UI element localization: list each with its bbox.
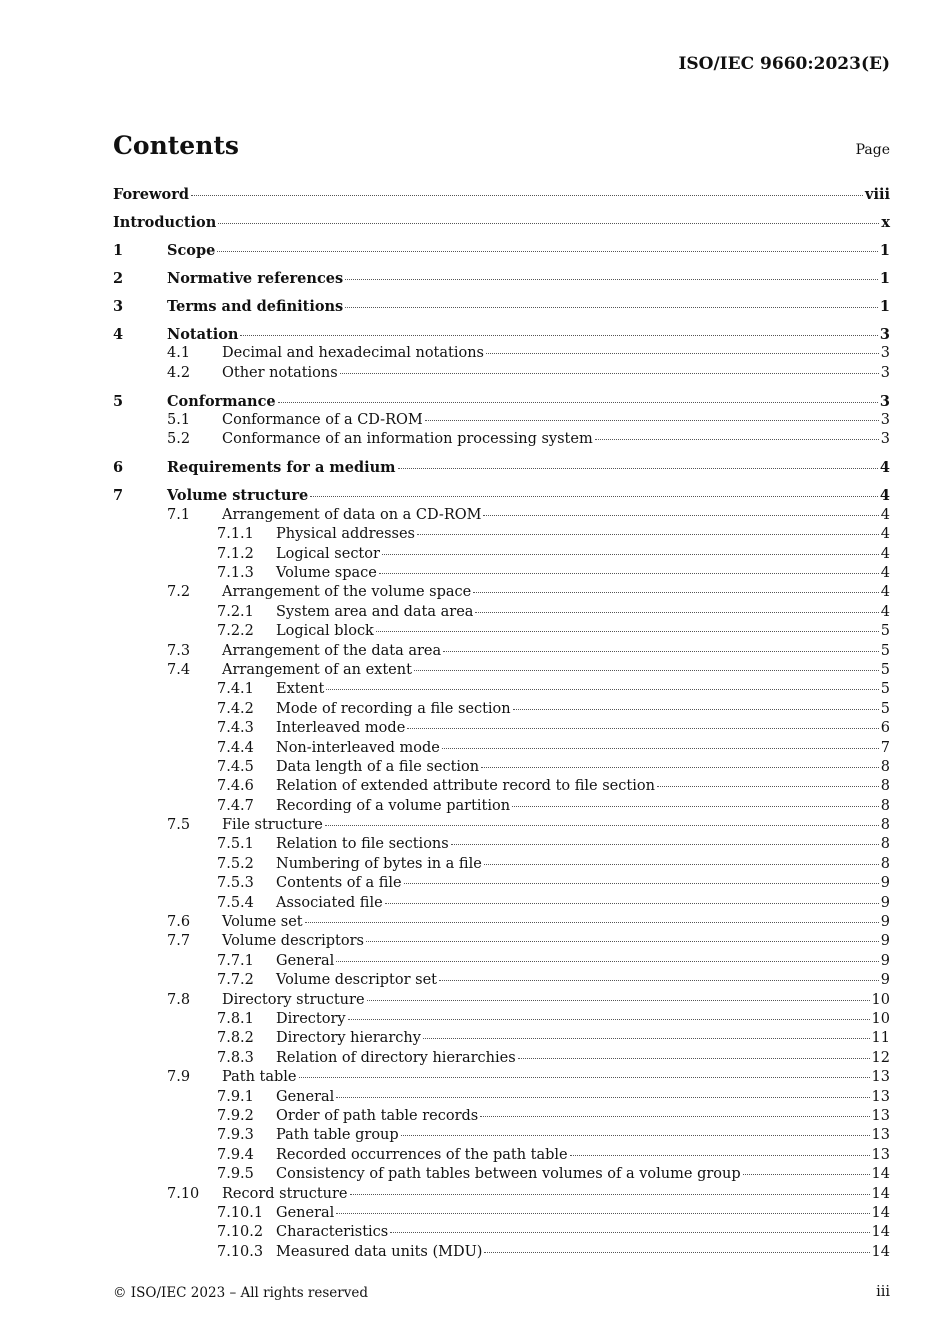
toc-entry[interactable] bbox=[113, 506, 890, 525]
toc-entry[interactable] bbox=[113, 325, 890, 344]
toc-entry-number: 7.4.4 bbox=[217, 739, 254, 756]
toc-entry-page: 9 bbox=[880, 952, 890, 969]
toc-entry-number: 7.5.2 bbox=[217, 855, 254, 872]
toc-entry-title: Conformance of a CD-ROM bbox=[222, 412, 423, 429]
toc-entry-title: Extent bbox=[276, 681, 325, 698]
toc-entry-title: Volume descriptors bbox=[222, 933, 364, 950]
toc-entry[interactable] bbox=[113, 297, 890, 316]
toc-dot-leader bbox=[310, 496, 878, 497]
toc-dot-leader bbox=[451, 844, 879, 845]
toc-entry-number: 7.1.2 bbox=[217, 545, 254, 562]
toc-dot-leader bbox=[475, 612, 878, 613]
toc-entry-title: Volume structure bbox=[167, 487, 309, 505]
toc-entry[interactable] bbox=[113, 1185, 890, 1204]
toc-entry-number: 7.9.3 bbox=[217, 1127, 254, 1144]
toc-entry-number: 7.5.1 bbox=[217, 836, 254, 853]
page-column-label: Page bbox=[855, 142, 890, 158]
toc-entry-page: 4 bbox=[879, 459, 890, 477]
toc-entry-number: 7.2 bbox=[167, 584, 191, 601]
toc-dot-leader bbox=[325, 825, 879, 826]
toc-entry-page: 5 bbox=[880, 642, 890, 659]
toc-entry-title: Notation bbox=[167, 325, 239, 343]
toc-entry-title: Measured data units (MDU) bbox=[276, 1243, 483, 1260]
toc-entry-number: 7 bbox=[113, 487, 124, 505]
toc-entry[interactable] bbox=[113, 411, 890, 430]
toc-entry-page: 13 bbox=[871, 1127, 890, 1144]
toc-entry[interactable] bbox=[113, 1243, 890, 1262]
toc-entry-number: 7.7 bbox=[167, 933, 191, 950]
toc-entry-page: 5 bbox=[880, 623, 890, 640]
toc-entry-page: 14 bbox=[871, 1243, 890, 1260]
toc-entry-title: Requirements for a medium bbox=[167, 459, 396, 477]
toc-dot-leader bbox=[398, 468, 878, 469]
toc-entry-page: 4 bbox=[880, 603, 890, 620]
toc-entry-page: 5 bbox=[880, 681, 890, 698]
toc-entry-page: 13 bbox=[871, 1107, 890, 1124]
toc-entry-page: 4 bbox=[880, 506, 890, 523]
table-of-contents bbox=[113, 185, 890, 1262]
toc-entry-page: x bbox=[881, 213, 890, 231]
toc-dot-leader bbox=[407, 728, 878, 729]
toc-entry-page: viii bbox=[865, 186, 890, 203]
toc-entry-page: 9 bbox=[880, 894, 890, 911]
toc-entry-title: Introduction bbox=[113, 213, 217, 231]
toc-entry-title: Recording of a volume partition bbox=[276, 797, 511, 814]
toc-dot-leader bbox=[336, 1097, 869, 1098]
toc-entry[interactable] bbox=[113, 913, 890, 932]
toc-entry-page: 3 bbox=[879, 325, 890, 343]
toc-entry-number: 7.2.1 bbox=[217, 603, 254, 620]
toc-entry[interactable] bbox=[113, 622, 890, 641]
toc-entry[interactable] bbox=[113, 1088, 890, 1107]
toc-entry[interactable] bbox=[113, 797, 890, 816]
toc-dot-leader bbox=[376, 631, 879, 632]
toc-entry[interactable] bbox=[113, 700, 890, 719]
toc-entry-page: 4 bbox=[879, 487, 890, 505]
toc-entry-title: Scope bbox=[167, 241, 216, 259]
toc-entry-number: 7.1.3 bbox=[217, 565, 254, 581]
toc-entry[interactable] bbox=[113, 991, 890, 1010]
toc-entry-page: 13 bbox=[871, 1069, 890, 1086]
toc-entry-title: System area and data area bbox=[276, 603, 474, 620]
toc-entry-title: Logical sector bbox=[276, 545, 380, 562]
toc-dot-leader bbox=[278, 402, 878, 403]
toc-entry-page: 3 bbox=[880, 345, 890, 362]
toc-entry-page: 9 bbox=[880, 875, 890, 892]
toc-dot-leader bbox=[439, 980, 879, 981]
toc-entry-page: 8 bbox=[880, 778, 890, 795]
toc-entry-title: Path table group bbox=[276, 1127, 399, 1144]
toc-entry-title: Volume descriptor set bbox=[276, 972, 438, 989]
toc-entry[interactable] bbox=[113, 1204, 890, 1223]
toc-entry[interactable] bbox=[113, 603, 890, 622]
toc-entry-number: 4.2 bbox=[167, 364, 191, 381]
toc-entry[interactable] bbox=[113, 642, 890, 661]
toc-entry-number: 5.1 bbox=[167, 412, 191, 429]
toc-entry[interactable] bbox=[113, 1126, 890, 1145]
toc-entry[interactable] bbox=[113, 1107, 890, 1126]
toc-entry[interactable] bbox=[113, 1010, 890, 1029]
toc-entry-page: 3 bbox=[880, 412, 890, 429]
toc-entry-page: 3 bbox=[879, 392, 890, 410]
toc-entry-number: 7.9 bbox=[167, 1069, 191, 1086]
toc-entry[interactable] bbox=[113, 1029, 890, 1048]
toc-dot-leader bbox=[299, 1077, 870, 1078]
toc-entry-page: 8 bbox=[880, 817, 890, 834]
toc-entry[interactable] bbox=[113, 758, 890, 777]
toc-entry-title: Numbering of bytes in a file bbox=[276, 855, 482, 872]
document-id: ISO/IEC 9660:2023(E) bbox=[678, 54, 890, 74]
toc-entry-page: 4 bbox=[880, 565, 890, 581]
toc-entry-title: Directory hierarchy bbox=[276, 1030, 421, 1047]
toc-entry-title: Volume space bbox=[276, 565, 377, 581]
toc-entry-title: Conformance of an information processing system bbox=[222, 431, 593, 448]
toc-entry-page: 14 bbox=[871, 1224, 890, 1241]
toc-entry-number: 7.4.2 bbox=[217, 700, 254, 717]
toc-entry[interactable] bbox=[113, 213, 890, 232]
toc-entry[interactable] bbox=[113, 583, 890, 602]
toc-entry-page: 3 bbox=[880, 364, 890, 381]
toc-entry-page: 4 bbox=[880, 545, 890, 562]
toc-entry-title: General bbox=[276, 952, 335, 969]
toc-entry-title: Data length of a file section bbox=[276, 758, 480, 775]
toc-dot-leader bbox=[486, 353, 879, 354]
page-number: iii bbox=[876, 1284, 890, 1300]
toc-entry-title: Recorded occurrences of the path table bbox=[276, 1146, 568, 1163]
toc-entry-page: 10 bbox=[871, 1010, 890, 1027]
toc-entry-title: Volume set bbox=[222, 914, 303, 931]
toc-dot-leader bbox=[240, 335, 877, 336]
toc-dot-leader bbox=[218, 223, 879, 224]
toc-entry[interactable] bbox=[113, 364, 890, 383]
toc-entry-title: Mode of recording a file section bbox=[276, 700, 511, 717]
toc-entry-title: Conformance bbox=[167, 392, 276, 410]
toc-entry-title: General bbox=[276, 1204, 335, 1221]
toc-dot-leader bbox=[348, 1019, 870, 1020]
toc-entry-number: 7.9.5 bbox=[217, 1166, 254, 1183]
toc-entry-title: Record structure bbox=[222, 1185, 348, 1202]
toc-entry[interactable] bbox=[113, 564, 890, 583]
toc-dot-leader bbox=[390, 1232, 869, 1233]
toc-entry-number: 7.9.1 bbox=[217, 1088, 254, 1105]
toc-dot-leader bbox=[414, 670, 879, 671]
toc-entry-page: 1 bbox=[879, 269, 890, 287]
toc-entry-page: 8 bbox=[880, 797, 890, 814]
toc-entry-page: 9 bbox=[880, 933, 890, 950]
toc-entry[interactable] bbox=[113, 1223, 890, 1242]
toc-entry-title: Order of path table records bbox=[276, 1107, 479, 1124]
toc-entry-page: 7 bbox=[880, 739, 890, 756]
toc-entry-number: 3 bbox=[113, 297, 124, 315]
toc-entry[interactable] bbox=[113, 661, 890, 680]
toc-dot-leader bbox=[382, 554, 879, 555]
toc-dot-leader bbox=[345, 279, 878, 280]
toc-entry-title: Arrangement of an extent bbox=[222, 661, 412, 678]
toc-entry[interactable] bbox=[113, 855, 890, 874]
toc-entry-number: 7.8 bbox=[167, 991, 191, 1008]
toc-entry[interactable] bbox=[113, 525, 890, 544]
toc-entry[interactable] bbox=[113, 1049, 890, 1068]
toc-entry[interactable] bbox=[113, 458, 890, 477]
toc-entry-title: Directory structure bbox=[222, 991, 365, 1008]
toc-dot-leader bbox=[366, 941, 879, 942]
toc-entry-number: 7.1 bbox=[167, 506, 191, 523]
toc-entry[interactable] bbox=[113, 344, 890, 363]
toc-dot-leader bbox=[379, 573, 879, 574]
toc-entry-page: 4 bbox=[880, 584, 890, 601]
toc-entry[interactable] bbox=[113, 777, 890, 796]
toc-entry-page: 14 bbox=[871, 1204, 890, 1221]
toc-entry-number: 7.10 bbox=[167, 1185, 200, 1202]
toc-entry-number: 7.1.1 bbox=[217, 526, 254, 543]
toc-dot-leader bbox=[484, 1252, 869, 1253]
toc-entry-number: 7.4.1 bbox=[217, 681, 254, 698]
toc-dot-leader bbox=[191, 195, 863, 196]
toc-entry-number: 4.1 bbox=[167, 345, 191, 362]
toc-entry-title: Decimal and hexadecimal notations bbox=[222, 345, 484, 362]
toc-dot-leader bbox=[518, 1058, 870, 1059]
toc-dot-leader bbox=[425, 420, 879, 421]
toc-entry-number: 7.4.6 bbox=[217, 778, 254, 795]
toc-entry-number: 7.10.3 bbox=[217, 1243, 264, 1260]
toc-entry-title: Non-interleaved mode bbox=[276, 739, 440, 756]
toc-entry[interactable] bbox=[113, 185, 890, 204]
toc-entry-page: 3 bbox=[880, 431, 890, 448]
toc-entry-title: Directory bbox=[276, 1010, 346, 1027]
toc-dot-leader bbox=[473, 592, 879, 593]
toc-entry-page: 5 bbox=[880, 661, 890, 678]
toc-entry-title: File structure bbox=[222, 817, 323, 834]
toc-entry-title: Arrangement of data on a CD-ROM bbox=[222, 506, 482, 523]
toc-dot-leader bbox=[595, 439, 879, 440]
toc-entry-number: 7.8.2 bbox=[217, 1030, 254, 1047]
toc-dot-leader bbox=[443, 651, 879, 652]
toc-entry-page: 4 bbox=[880, 526, 890, 543]
toc-entry[interactable] bbox=[113, 545, 890, 564]
toc-dot-leader bbox=[367, 1000, 870, 1001]
toc-entry-page: 12 bbox=[871, 1049, 890, 1066]
toc-dot-leader bbox=[417, 534, 879, 535]
toc-dot-leader bbox=[483, 515, 878, 516]
toc-dot-leader bbox=[423, 1038, 870, 1039]
toc-entry-number: 7.7.2 bbox=[217, 972, 254, 989]
toc-dot-leader bbox=[480, 1116, 869, 1117]
toc-entry-title: General bbox=[276, 1088, 335, 1105]
toc-entry-number: 7.5 bbox=[167, 817, 191, 834]
toc-entry-number: 7.6 bbox=[167, 914, 191, 931]
toc-dot-leader bbox=[657, 786, 879, 787]
toc-entry-title: Relation of directory hierarchies bbox=[276, 1049, 516, 1066]
toc-entry-number: 5 bbox=[113, 392, 124, 410]
toc-entry-page: 14 bbox=[871, 1185, 890, 1202]
toc-entry-number: 6 bbox=[113, 459, 124, 477]
toc-dot-leader bbox=[350, 1194, 870, 1195]
toc-entry-number: 4 bbox=[113, 325, 124, 343]
toc-dot-leader bbox=[326, 689, 878, 690]
toc-entry-title: Relation to file sections bbox=[276, 836, 449, 853]
toc-entry-title: Other notations bbox=[222, 364, 338, 381]
toc-dot-leader bbox=[336, 1213, 869, 1214]
toc-entry-number: 7.10.1 bbox=[217, 1204, 264, 1221]
page-title: Contents bbox=[113, 131, 240, 160]
copyright-notice: © ISO/IEC 2023 – All rights reserved bbox=[113, 1285, 368, 1301]
toc-entry-number: 2 bbox=[113, 269, 124, 287]
toc-entry-title: Relation of extended attribute record to file section bbox=[276, 778, 655, 795]
toc-dot-leader bbox=[442, 748, 879, 749]
toc-entry-page: 13 bbox=[871, 1088, 890, 1105]
toc-entry-number: 7.2.2 bbox=[217, 623, 254, 640]
toc-entry-number: 7.5.3 bbox=[217, 875, 254, 892]
toc-entry-page: 10 bbox=[871, 991, 890, 1008]
toc-entry-title: Associated file bbox=[276, 894, 383, 911]
toc-entry[interactable] bbox=[113, 241, 890, 260]
toc-entry-number: 7.7.1 bbox=[217, 952, 254, 969]
toc-entry-page: 8 bbox=[880, 855, 890, 872]
toc-entry[interactable] bbox=[113, 952, 890, 971]
toc-entry[interactable] bbox=[113, 1165, 890, 1184]
toc-entry-page: 5 bbox=[880, 700, 890, 717]
toc-entry-page: 9 bbox=[880, 972, 890, 989]
toc-entry[interactable] bbox=[113, 874, 890, 893]
toc-dot-leader bbox=[512, 806, 879, 807]
toc-entry-title: Contents of a file bbox=[276, 875, 402, 892]
toc-dot-leader bbox=[743, 1174, 870, 1175]
toc-entry[interactable] bbox=[113, 392, 890, 411]
toc-entry-title: Consistency of path tables between volumes of a volume group bbox=[276, 1166, 741, 1183]
toc-entry-title: Path table bbox=[222, 1069, 297, 1086]
toc-entry-page: 11 bbox=[871, 1030, 890, 1047]
toc-dot-leader bbox=[401, 1135, 870, 1136]
toc-entry-number: 7.8.3 bbox=[217, 1049, 254, 1066]
toc-entry-number: 1 bbox=[113, 241, 124, 259]
toc-entry-page: 8 bbox=[880, 758, 890, 775]
toc-entry[interactable] bbox=[113, 486, 890, 505]
toc-entry-page: 14 bbox=[871, 1166, 890, 1183]
toc-entry-page: 8 bbox=[880, 836, 890, 853]
toc-entry-title: Characteristics bbox=[276, 1224, 389, 1241]
toc-entry-number: 7.3 bbox=[167, 642, 191, 659]
toc-entry-title: Physical addresses bbox=[276, 526, 416, 543]
toc-entry-number: 7.9.4 bbox=[217, 1146, 254, 1163]
toc-entry[interactable] bbox=[113, 739, 890, 758]
toc-entry-title: Arrangement of the volume space bbox=[222, 584, 472, 601]
toc-dot-leader bbox=[484, 864, 879, 865]
toc-entry-number: 7.8.1 bbox=[217, 1010, 254, 1027]
toc-entry-title: Arrangement of the data area bbox=[222, 642, 442, 659]
toc-entry[interactable] bbox=[113, 1068, 890, 1087]
toc-entry-page: 1 bbox=[879, 241, 890, 259]
toc-dot-leader bbox=[513, 709, 879, 710]
toc-dot-leader bbox=[340, 373, 879, 374]
toc-entry[interactable] bbox=[113, 430, 890, 449]
toc-entry-title: Normative references bbox=[167, 269, 344, 287]
toc-entry-number: 5.2 bbox=[167, 431, 191, 448]
toc-dot-leader bbox=[336, 961, 878, 962]
toc-entry-title: Logical block bbox=[276, 623, 374, 640]
toc-entry[interactable] bbox=[113, 1146, 890, 1165]
toc-entry-number: 7.4.5 bbox=[217, 758, 254, 775]
toc-entry-number: 7.4.7 bbox=[217, 797, 254, 814]
toc-entry[interactable] bbox=[113, 680, 890, 699]
toc-entry[interactable] bbox=[113, 971, 890, 990]
toc-entry-page: 6 bbox=[880, 720, 890, 737]
toc-entry[interactable] bbox=[113, 816, 890, 835]
toc-entry-number: 7.10.2 bbox=[217, 1224, 264, 1241]
toc-dot-leader bbox=[217, 251, 878, 252]
toc-entry-number: 7.4 bbox=[167, 661, 191, 678]
toc-entry-number: 7.9.2 bbox=[217, 1107, 254, 1124]
toc-entry-title: Foreword bbox=[113, 186, 189, 203]
toc-entry[interactable] bbox=[113, 932, 890, 951]
toc-dot-leader bbox=[345, 307, 878, 308]
toc-entry-number: 7.5.4 bbox=[217, 894, 254, 911]
toc-entry-title: Terms and definitions bbox=[167, 297, 344, 315]
toc-dot-leader bbox=[570, 1155, 870, 1156]
toc-entry[interactable] bbox=[113, 719, 890, 738]
toc-entry[interactable] bbox=[113, 894, 890, 913]
toc-entry-title: Interleaved mode bbox=[276, 720, 406, 737]
toc-dot-leader bbox=[404, 883, 879, 884]
toc-entry-page: 13 bbox=[871, 1146, 890, 1163]
toc-entry-page: 1 bbox=[879, 297, 890, 315]
toc-dot-leader bbox=[385, 903, 879, 904]
toc-dot-leader bbox=[305, 922, 879, 923]
toc-entry-number: 7.4.3 bbox=[217, 720, 254, 737]
toc-entry-page: 9 bbox=[880, 914, 890, 931]
toc-entry[interactable] bbox=[113, 835, 890, 854]
toc-dot-leader bbox=[481, 767, 879, 768]
toc-entry[interactable] bbox=[113, 269, 890, 288]
